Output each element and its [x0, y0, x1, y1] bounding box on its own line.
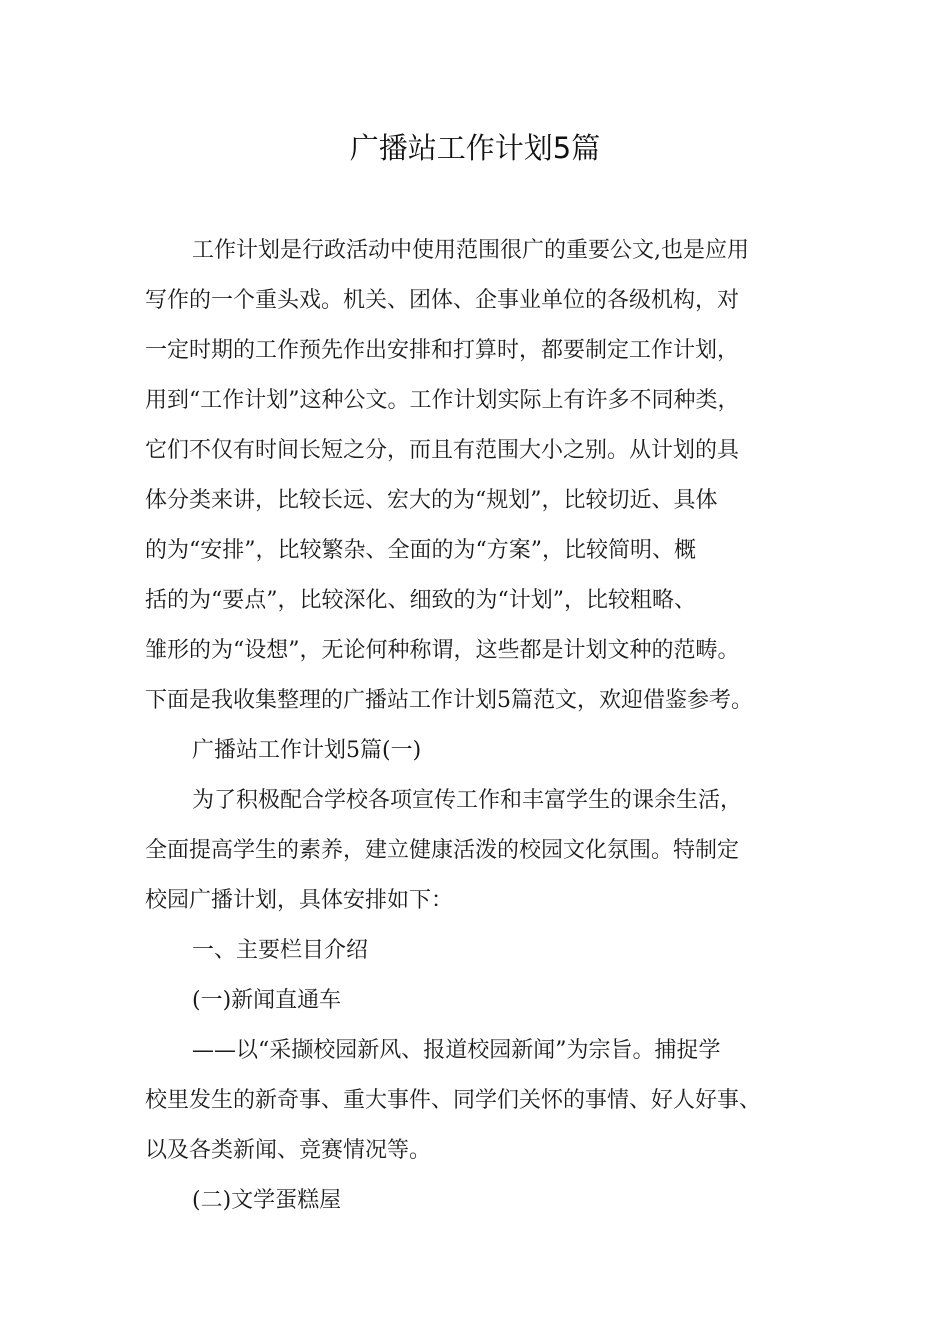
text-line: 括的为“要点”，比较深化、细致的为“计划”，比较粗略、: [145, 588, 696, 613]
text-line: 雏形的为“设想”，无论何种称谓，这些都是计划文种的范畴。: [145, 638, 740, 663]
text-line: 一定时期的工作预先作出安排和打算时，都要制定工作计划，: [145, 338, 740, 363]
text-line: 的为“安排”，比较繁杂、全面的为“方案”，比较简明、概: [145, 538, 696, 563]
text-line: 它们不仅有时间长短之分，而且有范围大小之别。从计划的具: [145, 438, 740, 463]
document-body: [145, 226, 825, 1226]
text-line: 全面提高学生的素养，建立健康活泼的校园文化氛围。特制定: [145, 838, 740, 863]
text-line: ——以“采撷校园新风、报道校园新闻”为宗旨。捕捉学: [192, 1038, 721, 1063]
text-line: (二)文学蛋糕屋: [192, 1188, 342, 1213]
text-line: 校里发生的新奇事、重大事件、同学们关怀的事情、好人好事、: [145, 1088, 762, 1113]
text-line: 下面是我收集整理的广播站工作计划5篇范文，欢迎借鉴参考。: [145, 688, 753, 713]
text-line: 校园广播计划，具体安排如下：: [145, 888, 454, 913]
text-line: 用到“工作计划”这种公文。工作计划实际上有许多不同种类，: [145, 388, 740, 413]
document-title: 广播站工作计划5篇: [349, 131, 601, 165]
text-line: 广播站工作计划5篇(一): [192, 738, 422, 763]
text-line: 写作的一个重头戏。机关、团体、企事业单位的各级机构，对: [145, 288, 740, 313]
text-line: (一)新闻直通车: [192, 988, 342, 1013]
text-line: 工作计划是行政活动中使用范围很广的重要公文,也是应用: [192, 238, 749, 263]
text-line: 为了积极配合学校各项宣传工作和丰富学生的课余生活，: [192, 788, 743, 813]
text-line: 体分类来讲，比较长远、宏大的为“规划”，比较切近、具体: [145, 488, 718, 513]
text-line: 以及各类新闻、竞赛情况等。: [145, 1138, 432, 1163]
text-line: 一、主要栏目介绍: [192, 938, 369, 963]
